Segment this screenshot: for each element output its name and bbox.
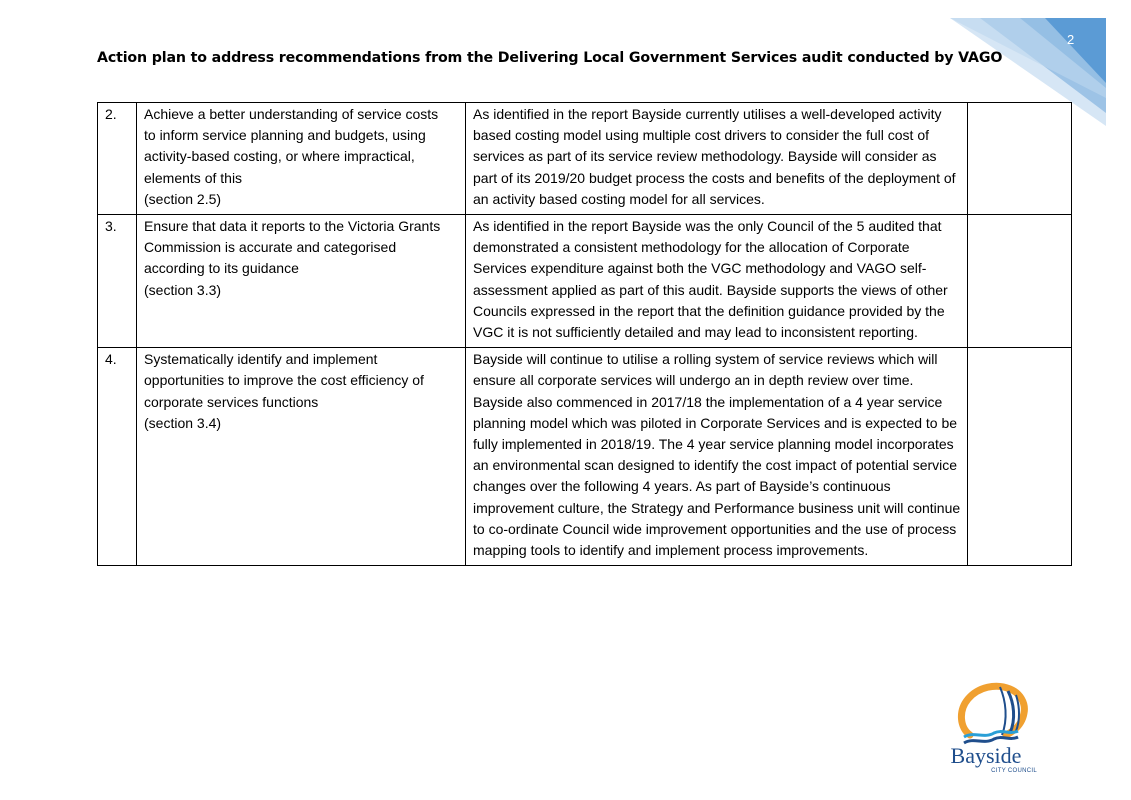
table-row (98, 348, 1072, 566)
blank-cell (968, 348, 1072, 566)
response-cell: Bayside will continue to utilise a rolling system of service reviews which will ensure all corporate services will undergo an in depth review over time. Bayside also commenced in 2017/18 the implementation of a 4 year service planning model which was piloted in Corporate Services and is expected to be fully implemented in 2018/19. The 4 year service planning model incorporates an environmental scan designed to identify the cost impact of potential service changes over the following 4 years. As part of Bayside’s continuous improvement culture, the Strategy and Performance business unit will continue to co-ordinate Council wide improvement opportunities and the use of process mapping tools to identify and implement process improvements. (466, 348, 968, 566)
logo-subtitle: CITY COUNCIL (991, 768, 1037, 774)
recommendation-cell: Achieve a better understanding of service costs to inform service planning and budgets, using activity-based costing, or where impractical, elements of this (section 2.5) (137, 103, 466, 215)
table-row (98, 103, 1072, 215)
response-cell: As identified in the report Bayside was the only Council of the 5 audited that demonstrated a consistent methodology for the allocation of Corporate Services expenditure against both the VGC methodology and VAGO self-assessment applied as part of this audit. Bayside supports the views of other Councils expressed in the report that the definition guidance provided by the VGC it is not sufficiently detailed and may lead to inconsistent reporting. (466, 215, 968, 348)
logo-name: Bayside (950, 743, 1022, 768)
recommendation-cell: Systematically identify and implement opportunities to improve the cost efficiency of corporate services functions (section 3.4) (137, 348, 466, 566)
response-cell: As identified in the report Bayside currently utilises a well-developed activity based costing model using multiple cost drivers to consider the full cost of services as part of its service review methodology. Bayside will consider as part of its 2019/20 budget process the costs and benefits of the deployment of an activity based costing model for all services. (466, 103, 968, 215)
row-number: 2. (98, 103, 137, 215)
action-plan-table (97, 102, 1072, 566)
blank-cell (968, 103, 1072, 215)
row-number: 3. (98, 215, 137, 348)
document-title: Action plan to address recommendations from the Delivering Local Government Services audit conducted by VAGO (97, 50, 1003, 66)
row-number: 4. (98, 348, 137, 566)
recommendation-cell: Ensure that data it reports to the Victoria Grants Commission is accurate and categorised according to its guidance (section 3.3) (137, 215, 466, 348)
table-row (98, 215, 1072, 348)
blank-cell (968, 215, 1072, 348)
page-number: 2 (1067, 32, 1075, 47)
